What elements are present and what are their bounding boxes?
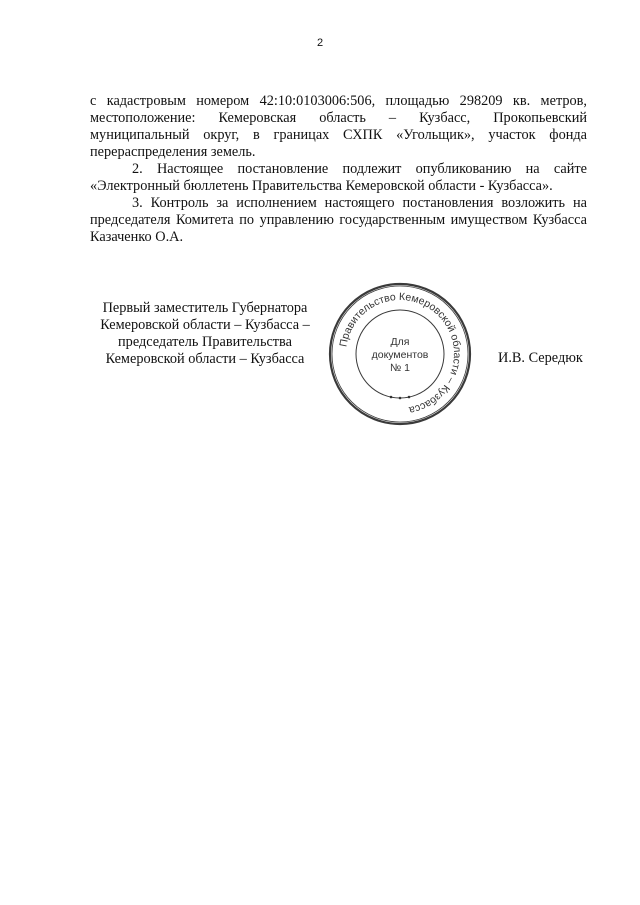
stamp-center-line: Для xyxy=(390,336,410,348)
signatory-title-line: Кемеровской области – Кузбасса – xyxy=(100,317,310,333)
official-seal-stamp xyxy=(327,281,473,427)
paragraph-control: 3. Контроль за исполнением настоящего постановления возложить на председателя Комитета по управлению государственным имуществом Кузбасса Казаченко О.А. xyxy=(90,195,587,245)
signatory-title-line: Первый заместитель Губернатора xyxy=(102,300,308,316)
signatory-title xyxy=(90,300,320,368)
stamp-ring-text: Правительство Кемеровской области – Кузбасса xyxy=(337,290,464,417)
stamp-center-line: документов xyxy=(371,349,429,361)
paragraph-publication: 2. Настоящее постановление подлежит опубликованию на сайте «Электронный бюллетень Правительства Кемеровской области - Кузбасса». xyxy=(90,161,587,194)
signatory-name: И.В. Середюк xyxy=(498,350,583,366)
stamp-center-line: № 1 xyxy=(389,362,411,374)
document-body xyxy=(90,93,587,246)
page-number: 2 xyxy=(316,37,324,49)
signatory-title-line: председатель Правительства xyxy=(118,334,292,350)
paragraph-cadastral: с кадастровым номером 42:10:0103006:506, площадью 298209 кв. метров, местоположение: Кемеровская область – Кузбасс, Прокопьевский муниципальный округ, в границах СХПК «Угольщик», участок фонда перераспределения земель. xyxy=(90,93,587,160)
signatory-title-line: Кемеровской области – Кузбасса xyxy=(105,351,305,367)
